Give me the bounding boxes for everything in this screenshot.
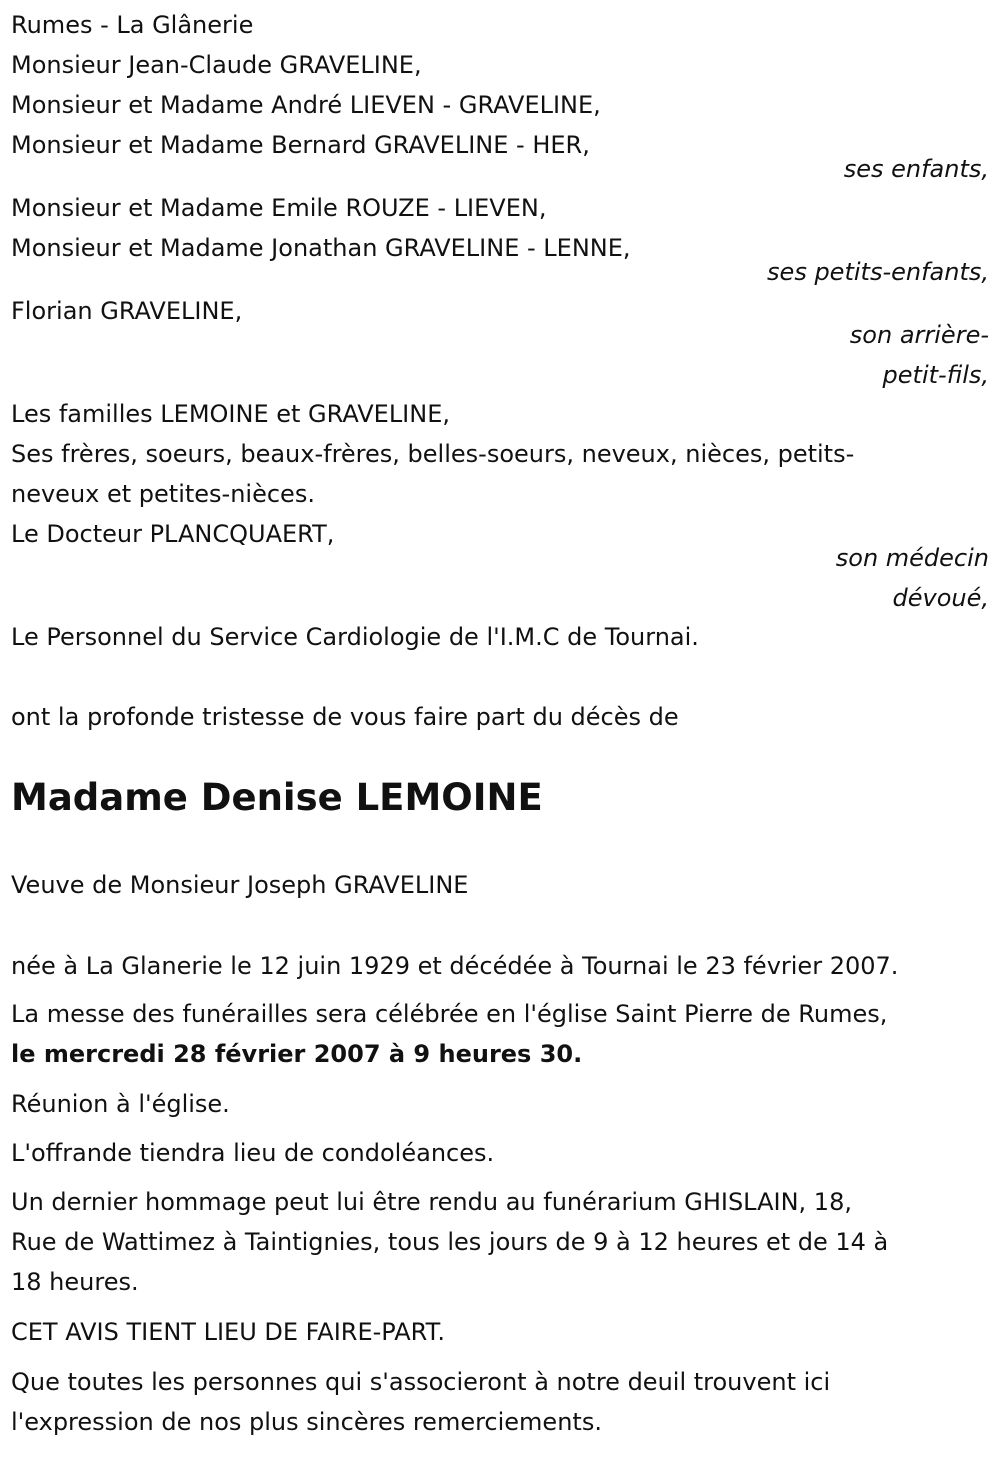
location-line: Rumes - La Glânerie xyxy=(11,11,254,39)
homage-line1: Un dernier hommage peut lui être rendu au funérarium GHISLAIN, 18, xyxy=(11,1188,852,1216)
homage-line3: 18 heures. xyxy=(11,1268,139,1296)
meeting-line: Réunion à l'église. xyxy=(11,1090,230,1118)
child-name: Monsieur et Madame André LIEVEN - GRAVELINE, xyxy=(11,91,601,119)
children-role: ses enfants, xyxy=(843,155,989,183)
offering-line: L'offrande tiendra lieu de condoléances. xyxy=(11,1139,495,1167)
birth-death-line: née à La Glanerie le 12 juin 1929 et décédée à Tournai le 23 février 2007. xyxy=(11,952,899,980)
grandchild-name: Monsieur et Madame Emile ROUZE - LIEVEN, xyxy=(11,194,547,222)
thanks-line1: Que toutes les personnes qui s'associeront à notre deuil trouvent ici xyxy=(11,1368,831,1396)
mass-line: La messe des funérailles sera célébrée en l'église Saint Pierre de Rumes, xyxy=(11,1000,888,1028)
doctor-name: Le Docteur PLANCQUAERT, xyxy=(11,520,335,548)
great-grandson-role-line2: petit-fils, xyxy=(882,361,989,389)
families-line: Les familles LEMOINE et GRAVELINE, xyxy=(11,400,451,428)
deceased-name: Madame Denise LEMOINE xyxy=(11,776,543,819)
great-grandson-name: Florian GRAVELINE, xyxy=(11,297,243,325)
homage-line2: Rue de Wattimez à Taintignies, tous les jours de 9 à 12 heures et de 14 à xyxy=(11,1228,889,1256)
relatives-line: Ses frères, soeurs, beaux-frères, belles-soeurs, neveux, nièces, petits- xyxy=(11,440,855,468)
mass-datetime: le mercredi 28 février 2007 à 9 heures 30. xyxy=(11,1040,583,1068)
child-name: Monsieur et Madame Bernard GRAVELINE - HER, xyxy=(11,131,590,159)
great-grandson-role-line1: son arrière- xyxy=(849,321,989,349)
grandchild-name: Monsieur et Madame Jonathan GRAVELINE - LENNE, xyxy=(11,234,631,262)
widow-of-line: Veuve de Monsieur Joseph GRAVELINE xyxy=(11,871,469,899)
notice-line: CET AVIS TIENT LIEU DE FAIRE-PART. xyxy=(11,1318,446,1346)
announcement-line: ont la profonde tristesse de vous faire part du décès de xyxy=(11,703,679,731)
doctor-role-line2: dévoué, xyxy=(892,584,989,612)
doctor-role-line1: son médecin xyxy=(835,544,989,572)
relatives-line-cont: neveux et petites-nièces. xyxy=(11,480,315,508)
thanks-line2: l'expression de nos plus sincères remerciements. xyxy=(11,1408,602,1436)
grandchildren-role: ses petits-enfants, xyxy=(767,258,989,286)
staff-line: Le Personnel du Service Cardiologie de l'I.M.C de Tournai. xyxy=(11,623,699,651)
child-name: Monsieur Jean-Claude GRAVELINE, xyxy=(11,51,422,79)
